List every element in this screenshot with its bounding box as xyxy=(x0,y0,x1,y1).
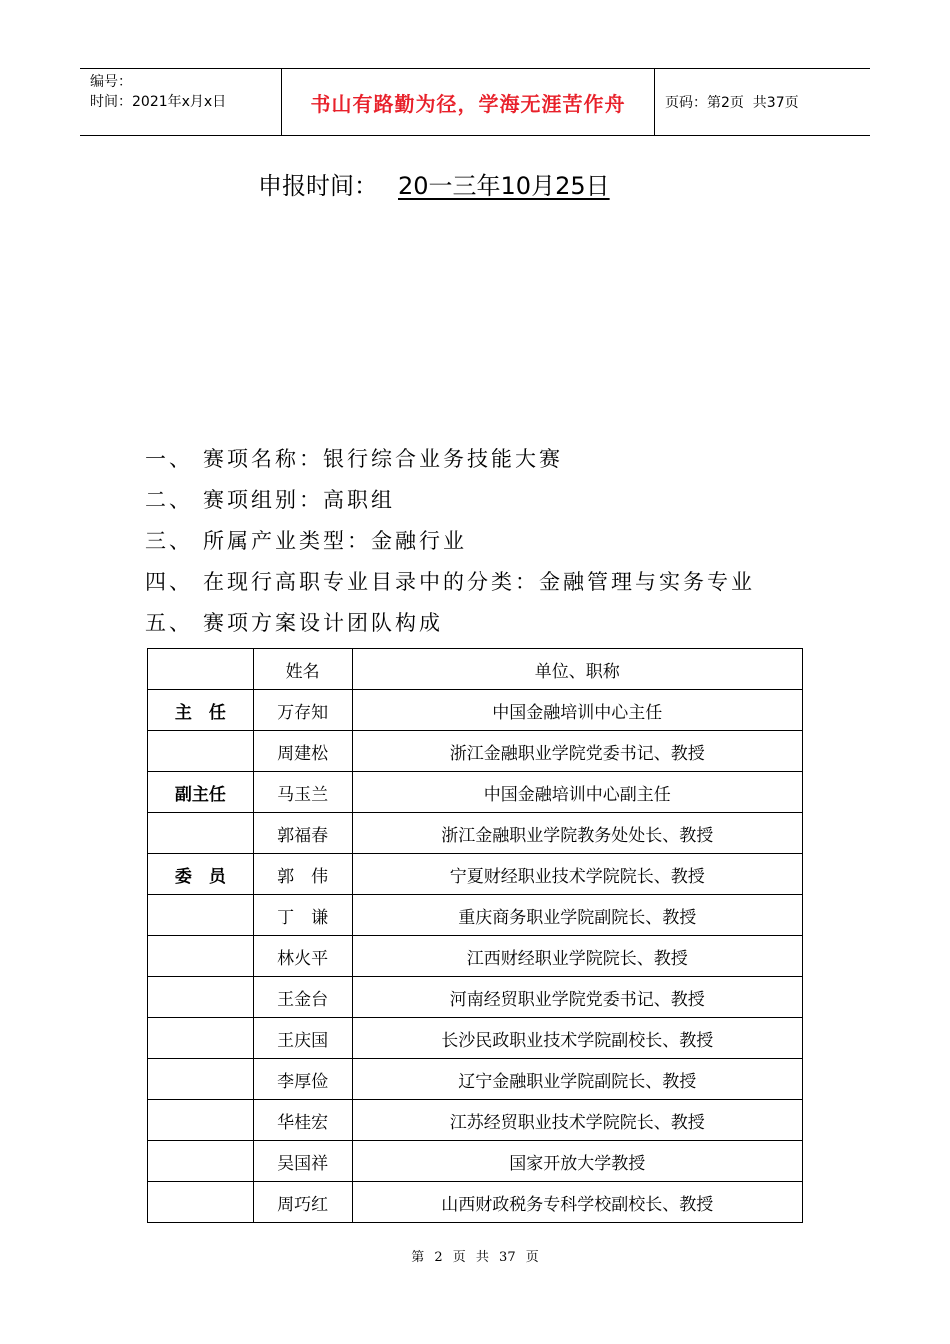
name-cell: 王金台 xyxy=(253,977,352,1018)
name-cell: 周建松 xyxy=(253,731,352,772)
role-cell xyxy=(148,1141,254,1182)
name-cell: 郭福春 xyxy=(253,813,352,854)
unit-cell: 山西财政税务专科学校副校长、教授 xyxy=(352,1182,803,1223)
role-cell xyxy=(148,1182,254,1223)
role-cell xyxy=(148,977,254,1018)
header-meta xyxy=(80,69,282,135)
role-cell xyxy=(148,936,254,977)
submission-date: 20一三年10月25日 xyxy=(398,172,610,200)
team-table xyxy=(147,648,803,1223)
table-row xyxy=(148,1059,803,1100)
unit-cell: 河南经贸职业学院党委书记、教授 xyxy=(352,977,803,1018)
table-row xyxy=(148,854,803,895)
name-cell: 王庆国 xyxy=(253,1018,352,1059)
unit-cell: 重庆商务职业学院副院长、教授 xyxy=(352,895,803,936)
unit-cell: 江苏经贸职业技术学院院长、教授 xyxy=(352,1100,803,1141)
section-text: 赛项方案设计团队构成 xyxy=(203,611,443,635)
section-number: 四、 xyxy=(145,570,193,594)
time-label: 时间：2021年x月x日 xyxy=(90,94,227,110)
unit-cell: 中国金融培训中心主任 xyxy=(352,690,803,731)
footer-page-number: 第 2 页 共 37 页 xyxy=(411,1250,539,1265)
section-list xyxy=(145,443,825,648)
role-cell: 副主任 xyxy=(148,772,254,813)
role-cell xyxy=(148,1018,254,1059)
section-text: 赛项名称：银行综合业务技能大赛 xyxy=(203,447,563,471)
header-cell-role xyxy=(148,649,254,690)
section-item xyxy=(145,525,825,566)
role-cell: 主 任 xyxy=(148,690,254,731)
role-cell xyxy=(148,1059,254,1100)
table-row xyxy=(148,772,803,813)
table-row xyxy=(148,1182,803,1223)
section-number: 五、 xyxy=(145,611,193,635)
role-cell xyxy=(148,1100,254,1141)
table-row xyxy=(148,813,803,854)
section-text: 所属产业类型：金融行业 xyxy=(203,529,467,553)
header-cell-name: 姓名 xyxy=(253,649,352,690)
name-cell: 万存知 xyxy=(253,690,352,731)
section-number: 一、 xyxy=(145,447,193,471)
unit-cell: 宁夏财经职业技术学院院长、教授 xyxy=(352,854,803,895)
motto-text: 书山有路勤为径，学海无涯苦作舟 xyxy=(310,91,626,116)
name-cell: 郭 伟 xyxy=(253,854,352,895)
header-cell-unit: 单位、职称 xyxy=(352,649,803,690)
unit-cell: 辽宁金融职业学院副院长、教授 xyxy=(352,1059,803,1100)
section-text: 在现行高职专业目录中的分类：金融管理与实务专业 xyxy=(203,570,755,594)
table-row xyxy=(148,1100,803,1141)
unit-cell: 浙江金融职业学院教务处处长、教授 xyxy=(352,813,803,854)
section-item xyxy=(145,484,825,525)
unit-cell: 国家开放大学教授 xyxy=(352,1141,803,1182)
number-label: 编号： xyxy=(90,74,132,90)
role-cell xyxy=(148,895,254,936)
table-row xyxy=(148,936,803,977)
page-footer xyxy=(0,1246,950,1265)
table-header-row xyxy=(148,649,803,690)
name-cell: 李厚俭 xyxy=(253,1059,352,1100)
section-text: 赛项组别：高职组 xyxy=(203,488,395,512)
name-cell: 林火平 xyxy=(253,936,352,977)
section-item xyxy=(145,566,825,607)
section-number: 三、 xyxy=(145,529,193,553)
submission-label: 申报时间： xyxy=(258,172,378,200)
name-cell: 华桂宏 xyxy=(253,1100,352,1141)
table-row xyxy=(148,1018,803,1059)
name-cell: 丁 谦 xyxy=(253,895,352,936)
role-cell: 委 员 xyxy=(148,854,254,895)
name-cell: 吴国祥 xyxy=(253,1141,352,1182)
table-row xyxy=(148,977,803,1018)
name-cell: 马玉兰 xyxy=(253,772,352,813)
table-row xyxy=(148,731,803,772)
header-motto xyxy=(282,69,655,135)
section-item xyxy=(145,443,825,484)
table-row xyxy=(148,1141,803,1182)
page-info-text: 页码：第2页 共37页 xyxy=(665,95,799,111)
page-header xyxy=(80,68,870,136)
role-cell xyxy=(148,813,254,854)
header-page-info xyxy=(655,69,870,135)
section-number: 二、 xyxy=(145,488,193,512)
table-row xyxy=(148,895,803,936)
unit-cell: 长沙民政职业技术学院副校长、教授 xyxy=(352,1018,803,1059)
unit-cell: 中国金融培训中心副主任 xyxy=(352,772,803,813)
name-cell: 周巧红 xyxy=(253,1182,352,1223)
unit-cell: 江西财经职业学院院长、教授 xyxy=(352,936,803,977)
submission-time xyxy=(258,170,610,202)
unit-cell: 浙江金融职业学院党委书记、教授 xyxy=(352,731,803,772)
table-row xyxy=(148,690,803,731)
section-item xyxy=(145,607,825,648)
role-cell xyxy=(148,731,254,772)
